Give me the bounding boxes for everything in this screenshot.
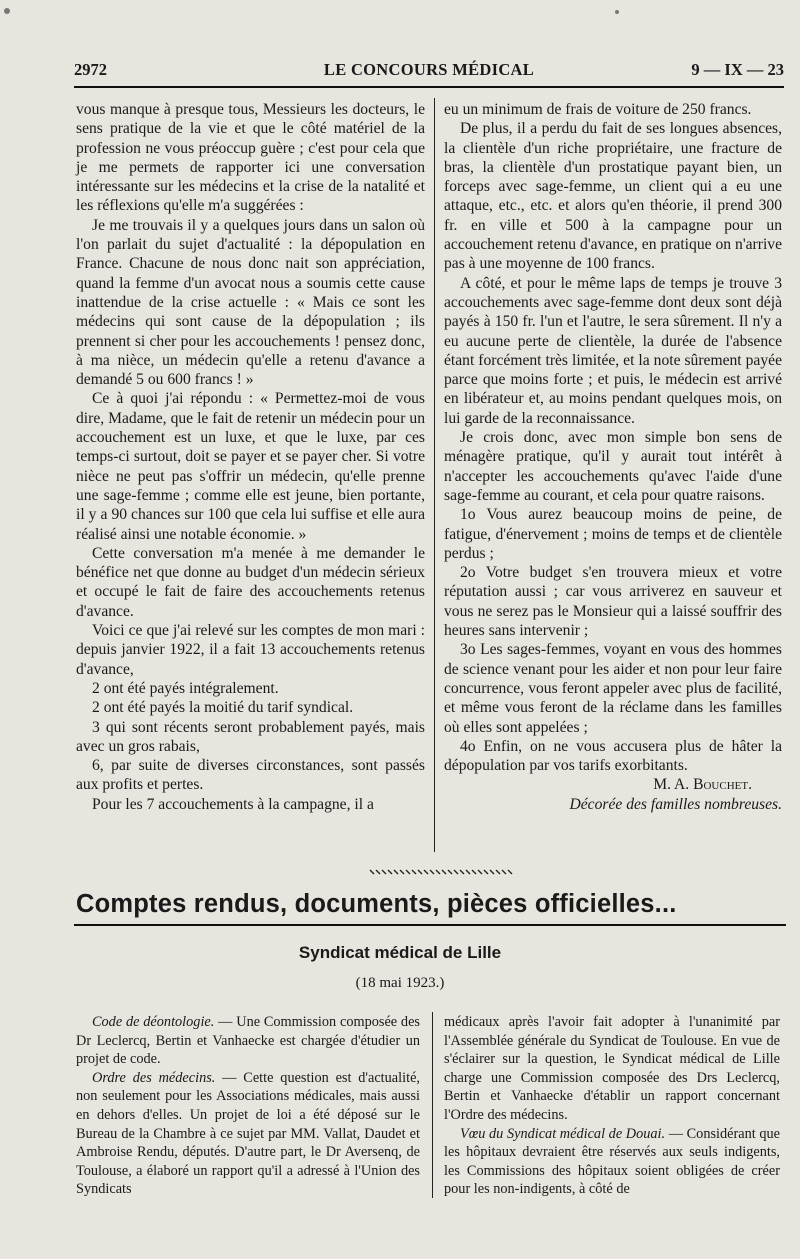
paragraph: 3 qui sont récents seront probablement payés, mais avec un gros rabais,: [76, 718, 425, 755]
article-right-column: [444, 100, 782, 814]
paragraph: Cette conversation m'a menée à me demander le bénéfice net que donne au budget d'un médecin sérieux et occupé le fait de faire des accouchements retenus d'avance.: [76, 544, 425, 620]
paragraph: Voici ce que j'ai relevé sur les comptes de mon mari : depuis janvier 1922, il a fait 13 accouchements retenus d'avance,: [76, 622, 425, 678]
paragraph: [444, 1013, 780, 1125]
signature-name: Bouchet.: [693, 776, 752, 794]
page-header: [74, 58, 784, 84]
paragraph: A côté, et pour le même laps de temps je trouve 3 accouchements avec sage-femme dont deux sont déjà payés à 150 fr. l'un et l'autre, le sera sûrement. Il n'y a eu aucune perte de clientèle, la durée de l'absence étant forcément très limitée, et la note sûrement payée parce que moins forte ; et puis, le médecin est arrivé en libérateur et, au moins pendant quelques mois, on lui garde de la reconnaissance.: [444, 274, 782, 427]
paragraph-text: — Une Commission composée des Dr Leclercq, Bertin et Vanhaecke est chargée d'étudier un projet de code.: [76, 1014, 420, 1068]
paragraph: 3o Les sages-femmes, voyant en vous des hommes de science venant pour les aider et non pour leur faire concurrence, vous feront appeler avec plus de facilité, et même vous feront de la réclame dans les familles où elles sont appelées ;: [444, 641, 782, 736]
paragraph-text: médicaux après l'avoir fait adopter à l'unanimité par l'Assemblée générale du Syndicat de Toulouse. En vue de s'éclairer sur la question, le Syndicat médical de Lille charge une Commission composée des Drs Leclercq, Bertin et Vanhaecke d'établir un rapport concernant l'Ordre des médecins.: [444, 1014, 780, 1123]
paragraph: De plus, il a perdu du fait de ses longues absences, la clientèle d'un riche propriétaire, une fracture de bras, la clientèle d'un prostatique payant bien, un forceps avec sage-femme, un client qui a eu une attaque, etc., etc. et alors qu'en théorie, il prend 300 fr. en ville et 500 à la campagne pour un accouchement retenu d'avance, en pratique on n'arrive pas à une moyenne de 100 francs.: [444, 120, 782, 273]
signature-prefix: M. A.: [653, 776, 694, 794]
page-number: 2972: [74, 60, 107, 79]
subsection-title: Syndicat médical de Lille: [298, 943, 502, 962]
subsection-date: (18 mai 1923.): [355, 975, 445, 991]
paragraph: 1o Vous aurez beaucoup moins de peine, de fatigue, d'énervement ; moins de temps et de clientèle perdus ;: [444, 506, 782, 562]
paragraph: Je me trouvais il y a quelques jours dans un salon où l'on parlait du sujet d'actualité : la dépopulation en France. Chacune de nous donc nait son appréciation, quand la femme d'un avocat nous a soumis cette cause inattendue de la crise actuelle : « Mais ce sont les médecins qui sont cause de la dépopulation ; ils prennent si cher pour les accouchements ! pensez donc, à ma nièce, un médecin qu'elle a retenu d'avance a demandé 5 ou 600 francs ! »: [76, 216, 425, 389]
paragraph: 6, par suite de diverses circonstances, sont passés aux profits et pertes.: [76, 757, 425, 794]
paragraph: 2 ont été payés intégralement.: [92, 679, 279, 697]
print-speck: [615, 10, 619, 14]
paragraph-text: — Cette question est d'actualité, non seulement pour les Associations médicales, mais aussi en dehors d'elles. Un projet de loi a été déposé sur le Bureau de la Chambre à ce sujet par MM. Vallat, Daudet et Ambroise Rendu, députés. D'autre part, le Dr Aversenq, de Toulouse, a élaboré un rapport qu'il a adressé à l'Union des Syndicats: [76, 1069, 420, 1198]
minutes-left-column: [76, 1013, 420, 1199]
paragraph: Ce à quoi j'ai répondu : « Permettez-moi de vous dire, Madame, que le fait de retenir un médecin pour un accouchement est un luxe, et que le luxe, par ces temps-ci surtout, doit se payer et se payer cher. Si votre nièce ne peut pas s'offrir un médecin, qu'elle prenne une sage-femme ; comme elle est jeune, bien portante, il y a 90 chances sur 100 que cela lui suffise et elle aura réalisé ainsi une notable économie. »: [76, 390, 425, 543]
paragraph: Pour les 7 accouchements à la campagne, il a: [92, 795, 374, 813]
author-signature: [444, 775, 782, 794]
print-speck: [4, 8, 10, 14]
paragraph: eu un minimum de frais de voiture de 250 francs.: [444, 101, 752, 118]
paragraph: vous manque à presque tous, Messieurs les docteurs, le sens pratique de la vie et que le côté matériel de la profession ne vous préoccup guère ; c'est pour cela que je me permets de rapporter ici une conversation intéressante sur les médecins et la crise de la natalité et les réflexions qu'elle m'a suggérées :: [76, 101, 425, 215]
section-ornament: [368, 865, 528, 877]
paragraph-lead: Ordre des médecins.: [92, 1069, 216, 1086]
paragraph-lead: Vœu du Syndicat médical de Douai.: [460, 1125, 666, 1142]
journal-title: LE CONCOURS MÉDICAL: [323, 60, 535, 79]
paragraph: 2o Votre budget s'en trouvera mieux et votre réputation aussi ; car vous arriverez en sauveur et vous ne serez pas le Monsieur qui a laissé souffrir des heures sans intervenir ;: [444, 564, 782, 640]
section-title: Comptes rendus, documents, pièces officielles...: [76, 890, 677, 918]
header-rule: [74, 86, 784, 88]
paragraph: [444, 1125, 780, 1199]
paragraph-text: — Considérant que les hôpitaux devraient être réservés aux seuls indigents, les Commissions des hôpitaux soient obligées de créer pour les non-indigents, à côté de: [444, 1125, 780, 1198]
paragraph: [76, 1069, 420, 1199]
issue-date: 9 — IX — 23: [691, 60, 784, 79]
paragraph-lead: Code de déontologie.: [92, 1014, 215, 1030]
section-rule: [74, 924, 786, 926]
column-rule: [432, 1012, 433, 1198]
paragraph: 4o Enfin, on ne vous accusera plus de hâter la dépopulation par vos tarifs exorbitants.: [444, 737, 782, 775]
column-rule: [434, 98, 435, 852]
paragraph: Je crois donc, avec mon simple bon sens de ménagère pratique, qu'il y aurait tout intérêt à n'accepter les accouchements qu'avec l'aide d'une sage-femme au courant, et cela pour quatre raisons.: [444, 429, 782, 504]
minutes-right-column: [444, 1013, 780, 1199]
author-title: Décorée des familles nombreuses.: [569, 795, 782, 813]
paragraph: 2 ont été payés la moitié du tarif syndical.: [92, 699, 354, 717]
article-left-column: [76, 100, 425, 814]
paragraph: [76, 1013, 420, 1069]
